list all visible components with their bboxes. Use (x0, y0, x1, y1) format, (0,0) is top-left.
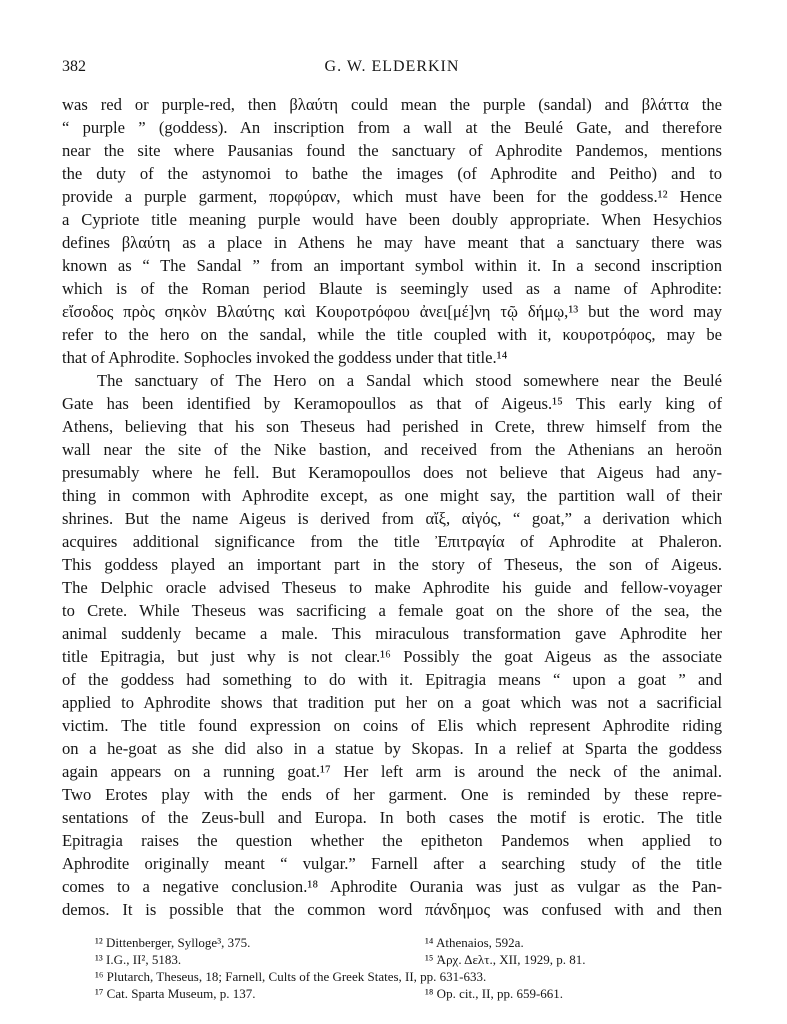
body-line: defines βλαύτη as a place in Athens he may have meant that a sanctuary there was (62, 233, 722, 252)
body-line: εἴσοδος πρὸς σηκὸν Βλαύτης καὶ Κουροτρόφου ἀνει[μέ]νη τῷ δήμῳ,¹³ but the word may (62, 302, 722, 321)
body-line: shrines. But the name Aigeus is derived from αἴξ, αἰγός, “ goat,” a derivation which (62, 509, 722, 528)
body-line: Epitragia raises the question whether the epitheton Pandemos when applied to (62, 831, 722, 850)
body-line: animal suddenly became a male. This miraculous transformation gave Aphrodite her (62, 624, 722, 643)
body-line: a Cypriote title meaning purple would have been doubly appropriate. When Hesychios (62, 210, 722, 229)
body-line: the duty of the astynomoi to bathe the images (of Aphrodite and Peitho) and to (62, 164, 722, 183)
body-line: that of Aphrodite. Sophocles invoked the goddess under that title.¹⁴ (62, 348, 508, 367)
page-header (62, 58, 722, 80)
body-line: Aphrodite originally meant “ vulgar.” Farnell after a searching study of the title (62, 854, 722, 873)
running-head: G. W. ELDERKIN (324, 58, 460, 75)
body-line: presumably where he fell. But Keramopoullos does not believe that Aigeus had any- (62, 463, 722, 482)
body-line: refer to the hero on the sandal, while the title coupled with it, κουροτρόφος, may be (62, 325, 722, 344)
body-line: known as “ The Sandal ” from an important symbol within it. In a second inscription (62, 256, 722, 275)
body-line: This goddess played an important part in the story of Theseus, the son of Aigeus. (62, 555, 722, 574)
body-line: of the goddess had something to do with it. Epitragia means “ upon a goat ” and (62, 670, 722, 689)
body-line: thing in common with Aphrodite except, as one might say, the partition wall of their (62, 486, 722, 505)
body-line: provide a purple garment, πορφύραν, which must have been for the goddess.¹² Hence (62, 187, 722, 206)
body-line: Gate has been identified by Keramopoullos as that of Aigeus.¹⁵ This early king of (62, 394, 722, 413)
body-line: wall near the site of the Nike bastion, and received from the Athenians an heroön (62, 440, 722, 459)
footnote-18: ¹⁸ Op. cit., II, pp. 659-661. (425, 986, 564, 1001)
body-line: comes to a negative conclusion.¹⁸ Aphrodite Ourania was just as vulgar as the Pan- (62, 877, 722, 896)
body-line: victim. The title found expression on coins of Elis which represent Aphrodite riding (62, 716, 722, 735)
page-number: 382 (62, 58, 86, 75)
body-line: applied to Aphrodite shows that tradition put her on a goat which was not a sacrificial (62, 693, 722, 712)
paragraph-first-line: The sanctuary of The Hero on a Sandal which stood somewhere near the Beulé (97, 371, 722, 390)
body-line: on a he-goat as she did also in a statue by Skopas. In a relief at Sparta the goddess (62, 739, 722, 758)
body-line: to Crete. While Theseus was sacrificing a female goat on the shore of the sea, the (62, 601, 722, 620)
footnote-13: ¹³ I.G., II², 5183. (95, 952, 182, 967)
footnote-12: ¹² Dittenberger, Sylloge³, 375. (95, 935, 251, 950)
body-line: The Delphic oracle advised Theseus to make Aphrodite his guide and fellow-voyager (62, 578, 722, 597)
body-line: Two Erotes play with the ends of her garment. One is reminded by these repre- (62, 785, 722, 804)
body-line: near the site where Pausanias found the sanctuary of Aphrodite Pandemos, mentions (62, 141, 722, 160)
body-line: “ purple ” (goddess). An inscription from a wall at the Beulé Gate, and therefore (62, 118, 722, 137)
body-line: Athens, believing that his son Theseus had perished in Crete, threw himself from the (62, 417, 722, 436)
body-line: again appears on a running goat.¹⁷ Her left arm is around the neck of the animal. (62, 762, 722, 781)
body-line: sentations of the Zeus-bull and Europa. In both cases the motif is erotic. The title (62, 808, 722, 827)
body-line: demos. It is possible that the common word πάνδημος was confused with and then (62, 900, 722, 919)
footnote-14: ¹⁴ Athenaios, 592a. (425, 935, 524, 950)
body-line: acquires additional significance from the title Ἐπιτραγία of Aphrodite at Phaleron. (62, 532, 722, 551)
body-line: which is of the Roman period Blaute is seemingly used as a name of Aphrodite: (62, 279, 722, 298)
body-line: title Epitragia, but just why is not clear.¹⁶ Possibly the goat Aigeus as the associate (62, 647, 722, 666)
body-line: was red or purple-red, then βλαύτη could mean the purple (sandal) and βλάττα the (62, 95, 722, 114)
footnote-16: ¹⁶ Plutarch, Theseus, 18; Farnell, Cults of the Greek States, II, pp. 631-633. (95, 969, 487, 984)
footnote-17: ¹⁷ Cat. Sparta Museum, p. 137. (95, 986, 256, 1001)
footnote-15: ¹⁵ Ἀρχ. Δελτ., XII, 1929, p. 81. (425, 952, 586, 967)
